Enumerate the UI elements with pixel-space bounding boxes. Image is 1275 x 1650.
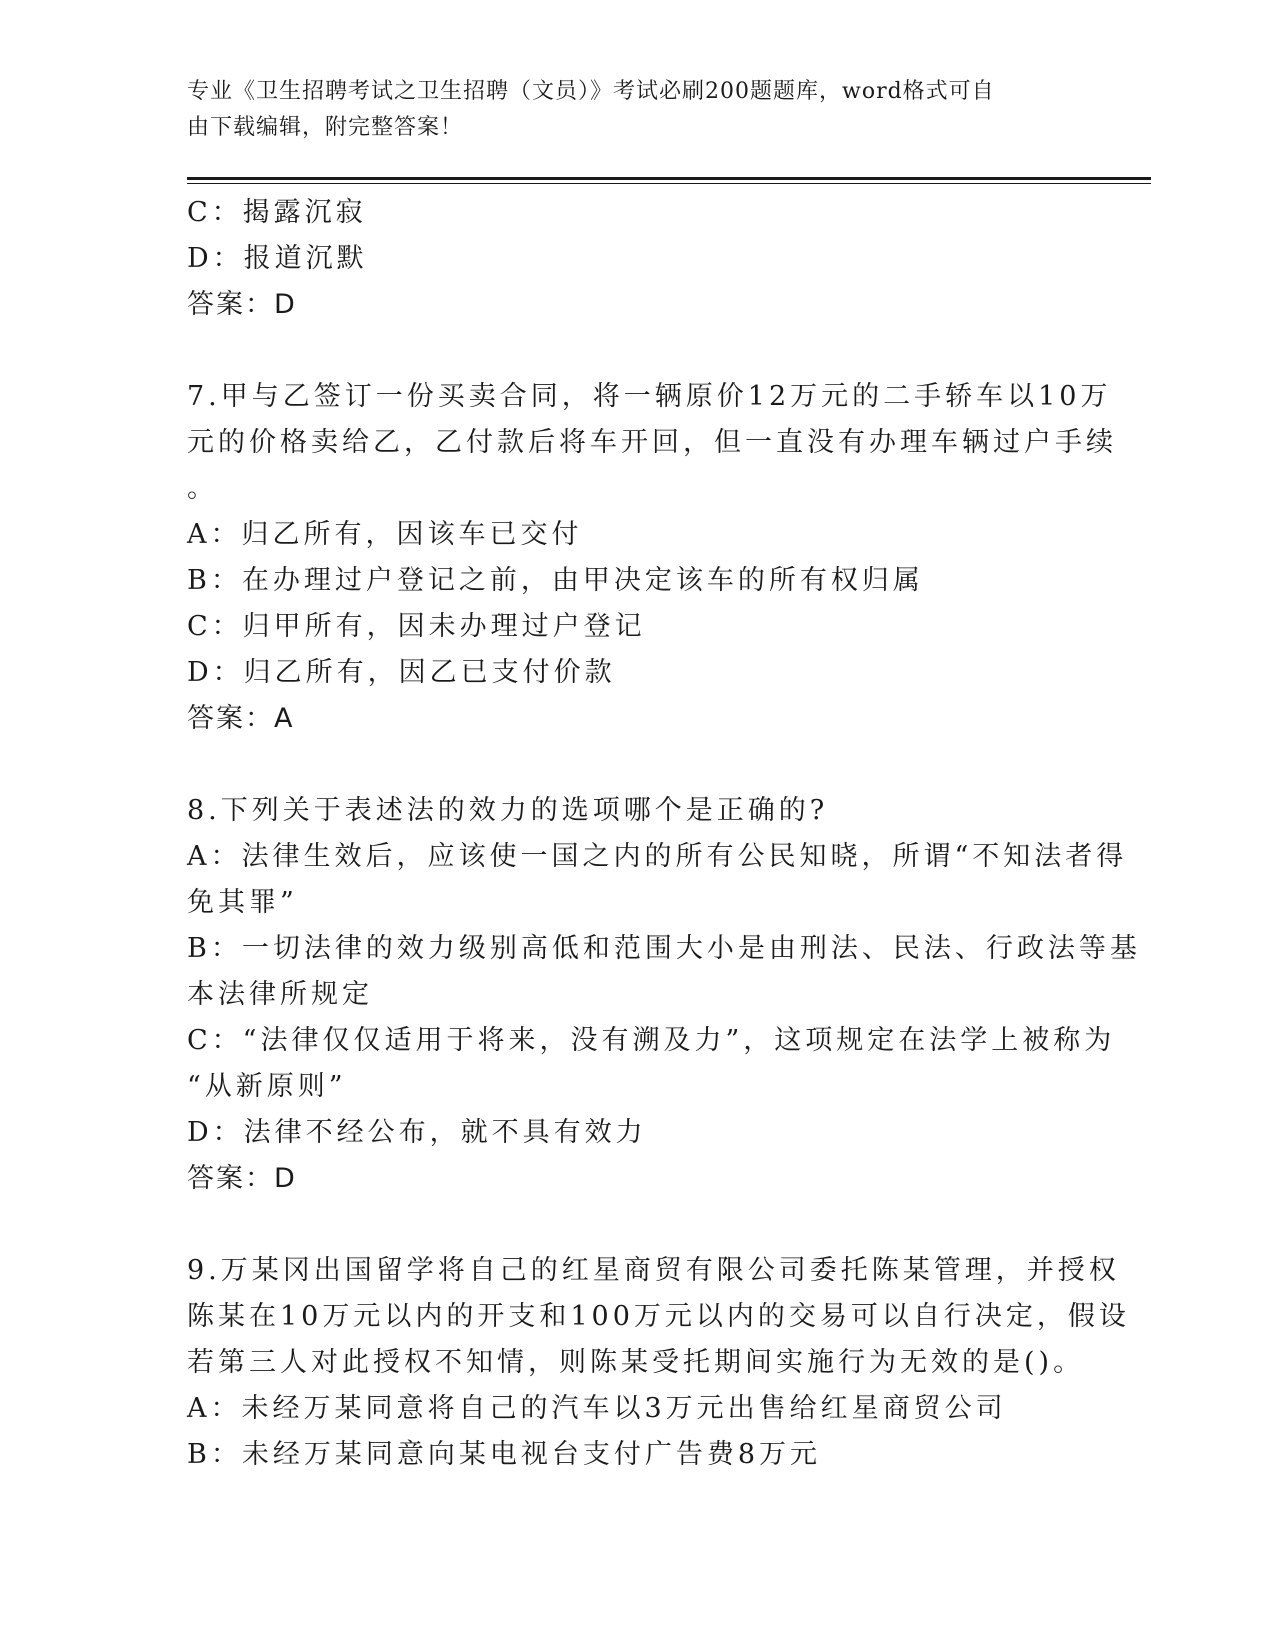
question-stem: 8.下列关于表述法的效力的选项哪个是正确的? (187, 795, 829, 826)
header-rule-thin (187, 183, 1151, 184)
option-a-cont: 免其罪” (187, 887, 298, 918)
header-line-1: 专业《卫生招聘考试之卫生招聘（文员）》考试必刷200题题库，word格式可自 (187, 79, 995, 104)
option-d: D：法律不经公布，就不具有效力 (187, 1117, 647, 1148)
header-line-2: 由下载编辑，附完整答案！ (187, 115, 464, 140)
option-b: B：在办理过户登记之前，由甲决定该车的所有权归属 (187, 565, 924, 596)
option-a: A：归乙所有，因该车已交付 (187, 519, 583, 550)
question-stem: 若第三人对此授权不知情，则陈某受托期间实施行为无效的是()。 (187, 1347, 1085, 1378)
question-8 (187, 788, 1141, 1202)
question-7 (187, 374, 1117, 742)
question-list (187, 190, 1141, 1478)
question-9 (187, 1248, 1130, 1478)
option-a: A：未经万某同意将自己的汽车以3万元出售给红星商贸公司 (187, 1393, 1007, 1424)
question-stem: 元的价格卖给乙，乙付款后将车开回，但一直没有办理车辆过户手续 (187, 427, 1117, 458)
question-6 (187, 190, 1077, 328)
option-b-cont: 本法律所规定 (187, 979, 373, 1010)
option-b: B：一切法律的效力级别高低和范围大小是由刑法、民法、行政法等基 (187, 933, 1141, 964)
option-a: A：法律生效后，应该使一国之内的所有公民知晓，所谓“不知法者得 (187, 841, 1128, 872)
option-c: C：归甲所有，因未办理过户登记 (187, 611, 646, 642)
question-stem: 。 (187, 473, 218, 504)
option-c: C：“法律仅仅适用于将来，没有溯及力”，这项规定在法学上被称为 (187, 1025, 1116, 1056)
option-d: D：报道沉默 (187, 243, 368, 274)
answer-line: 答案：D (187, 289, 297, 320)
answer-line: 答案：A (187, 703, 295, 734)
header-rule-thick (187, 177, 1151, 180)
option-d: D：归乙所有，因乙已支付价款 (187, 657, 616, 688)
option-c: C：揭露沉寂 (187, 197, 367, 228)
question-stem: 7.甲与乙签订一份买卖合同，将一辆原价12万元的二手轿车以10万 (187, 381, 1112, 412)
page-header (187, 74, 1067, 146)
option-b: B：未经万某同意向某电视台支付广告费8万元 (187, 1439, 822, 1470)
question-stem: 9.万某冈出国留学将自己的红星商贸有限公司委托陈某管理，并授权 (187, 1255, 1120, 1286)
option-c-cont: “从新原则” (187, 1071, 347, 1102)
answer-line: 答案：D (187, 1163, 297, 1194)
question-stem: 陈某在10万元以内的开支和100万元以内的交易可以自行决定，假设 (187, 1301, 1130, 1332)
